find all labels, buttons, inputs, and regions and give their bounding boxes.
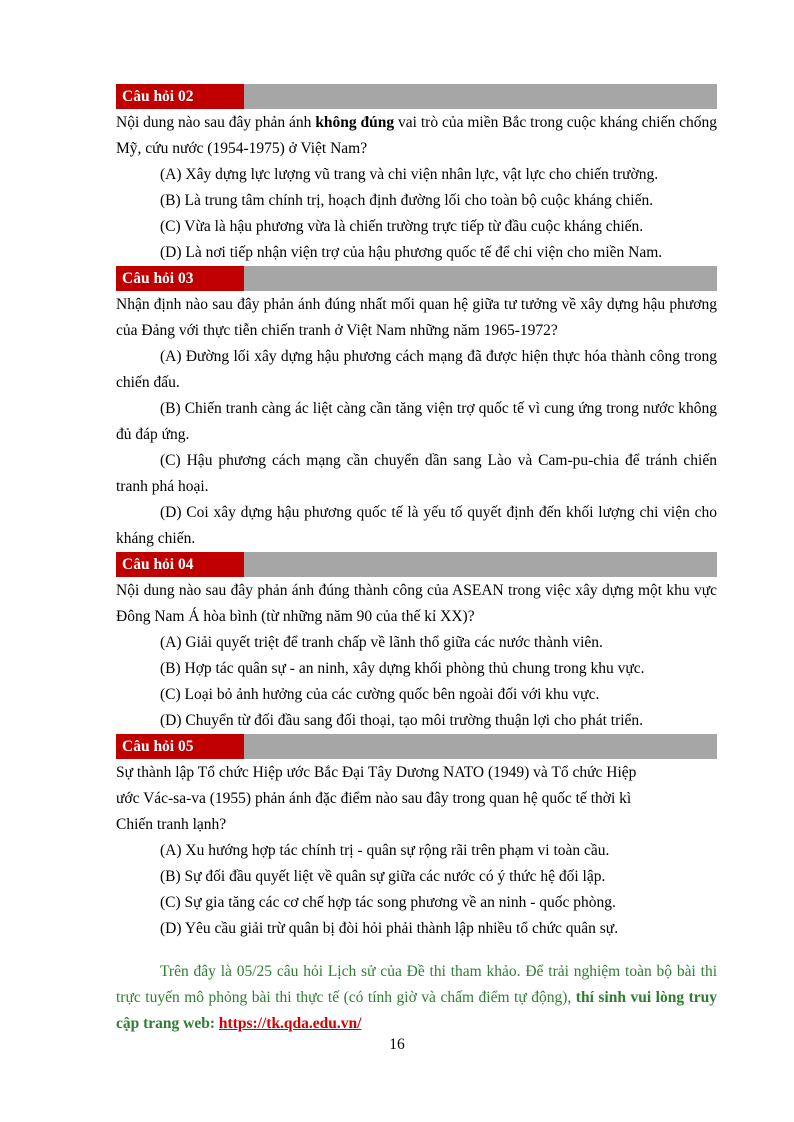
exam-website-link[interactable]: https://tk.qda.edu.vn/: [218, 1015, 362, 1032]
option-b: (B) Chiến tranh càng ác liệt càng cần tăng viện trợ quốc tế vì cung ứng trong nước không đủ đáp ứng.: [116, 400, 717, 443]
question-header: [116, 734, 717, 759]
question-stem-line: ước Vác-sa-va (1955) phản ánh đặc điểm nào sau đây trong quan hệ quốc tế thời kì: [116, 790, 632, 807]
page-number: 16: [389, 1036, 405, 1053]
option-d: (D) Là nơi tiếp nhận viện trợ của hậu phương quốc tế để chi viện cho miền Nam.: [160, 244, 663, 261]
question-stem: [116, 110, 717, 162]
option-d: (D) Chuyển từ đối đầu sang đối thoại, tạo môi trường thuận lợi cho phát triển.: [160, 712, 644, 729]
option-a: (A) Xu hướng hợp tác chính trị - quân sự rộng rãi trên phạm vi toàn cầu.: [160, 842, 610, 859]
option-a: (A) Đường lối xây dựng hậu phương cách mạng đã được hiện thực hóa thành công trong chiến đấu.: [116, 348, 717, 391]
option-d: (D) Yêu cầu giải trừ quân bị đòi hỏi phải thành lập nhiều tổ chức quân sự.: [160, 920, 619, 937]
stem-part: vai trò của miền Bắc trong cuộc kháng chiến chống Mỹ, cứu nước (1954-1975) ở Việt Nam?: [116, 114, 717, 157]
question-label: Câu hỏi 04: [116, 552, 244, 577]
stem-part: Nội dung nào sau đây phản ánh: [116, 114, 316, 131]
option-c: (C) Hậu phương cách mạng cần chuyển dần sang Lào và Cam-pu-chia để tránh chiến tranh phá hoại.: [116, 452, 717, 495]
question-04: [116, 552, 717, 734]
question-header: [116, 552, 717, 577]
option-c: (C) Vừa là hậu phương vừa là chiến trường trực tiếp từ đầu cuộc kháng chiến.: [160, 218, 644, 235]
question-stem-line: Sự thành lập Tổ chức Hiệp ước Bắc Đại Tây Dương NATO (1949) và Tổ chức Hiệp: [116, 764, 637, 781]
option-b: (B) Hợp tác quân sự - an ninh, xây dựng khối phòng thủ chung trong khu vực.: [160, 660, 645, 677]
question-stem-line: Chiến tranh lạnh?: [116, 816, 227, 833]
document-body: [116, 84, 717, 1037]
footer-note-emphasis: thí sinh vui lòng truy cập trang web:: [116, 989, 717, 1032]
question-header: [116, 266, 717, 291]
option-d: (D) Coi xây dựng hậu phương quốc tế là yếu tố quyết định đến khối lượng chi viện cho kháng chiến.: [116, 504, 717, 547]
footer-note-text: Trên đây là 05/25 câu hỏi Lịch sử của Đề thi tham khảo. Để trải nghiệm toàn bộ bài thi trực tuyến mô phỏng bài thi thực tế (có tính giờ và chấm điểm tự động),: [116, 963, 717, 1006]
question-label: Câu hỏi 05: [116, 734, 244, 759]
footer-note: [116, 959, 717, 1037]
option-c: (C) Loại bỏ ảnh hưởng của các cường quốc bên ngoài đối với khu vực.: [160, 686, 600, 703]
question-stem: Nội dung nào sau đây phản ánh đúng thành công của ASEAN trong việc xây dựng một khu vực Đông Nam Á hòa bình (từ những năm 90 của thế kỉ XX)?: [116, 582, 717, 625]
question-03: [116, 266, 717, 552]
stem-emphasis: không đúng: [315, 114, 395, 131]
option-a: (A) Xây dựng lực lượng vũ trang và chi viện nhân lực, vật lực cho chiến trường.: [160, 166, 659, 183]
option-b: (B) Là trung tâm chính trị, hoạch định đường lối cho toàn bộ cuộc kháng chiến.: [160, 192, 654, 209]
question-label: Câu hỏi 03: [116, 266, 244, 291]
option-b: (B) Sự đối đầu quyết liệt về quân sự giữa các nước có ý thức hệ đối lập.: [160, 868, 606, 885]
option-c: (C) Sự gia tăng các cơ chế hợp tác song phương về an ninh - quốc phòng.: [160, 894, 616, 911]
question-header: [116, 84, 717, 109]
question-stem: Nhận định nào sau đây phản ánh đúng nhất mối quan hệ giữa tư tưởng về xây dựng hậu phương của Đảng với thực tiễn chiến tranh ở Việt Nam những năm 1965-1972?: [116, 296, 717, 339]
question-05: [116, 734, 717, 942]
question-02: [116, 84, 717, 266]
question-label: Câu hỏi 02: [116, 84, 244, 109]
option-a: (A) Giải quyết triệt để tranh chấp về lãnh thổ giữa các nước thành viên.: [160, 634, 603, 651]
